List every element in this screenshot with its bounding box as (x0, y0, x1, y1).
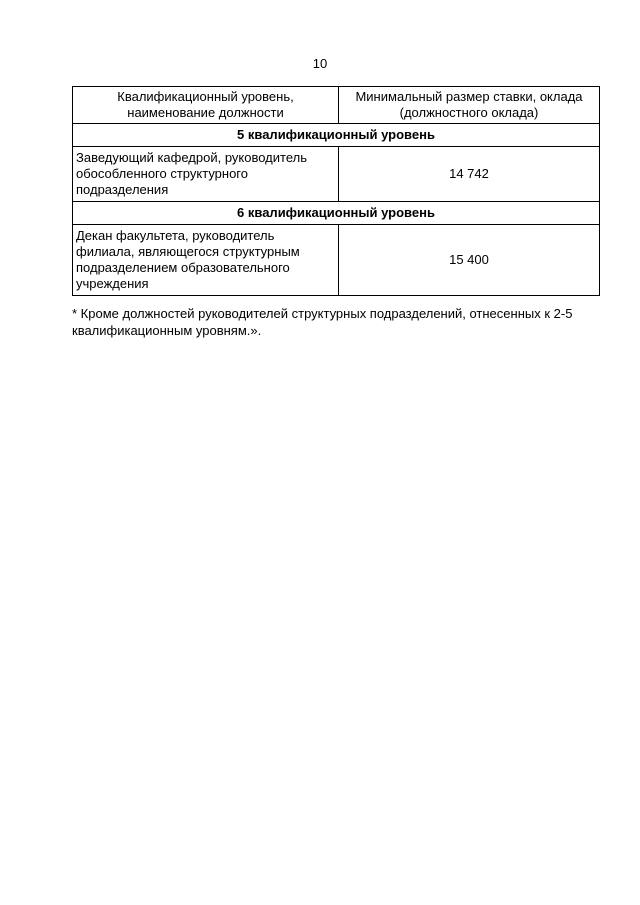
table-row (73, 147, 600, 202)
table-header-row (73, 87, 600, 124)
level-5-heading: 5 квалификационный уровень (73, 124, 600, 147)
salary-cell: 14 742 (339, 147, 600, 202)
header-position: Квалификационный уровень, наименование должности (73, 87, 339, 124)
salary-cell: 15 400 (339, 225, 600, 296)
header-salary: Минимальный размер ставки, оклада (должностного оклада) (339, 87, 600, 124)
position-cell: Заведующий кафедрой, руководитель обособленного структурного подразделения (73, 147, 339, 202)
level-6-heading: 6 квалификационный уровень (73, 202, 600, 225)
level-row (73, 202, 600, 225)
level-row (73, 124, 600, 147)
position-cell: Декан факультета, руководитель филиала, являющегося структурным подразделением образовательного учреждения (73, 225, 339, 296)
footnote: * Кроме должностей руководителей структурных подразделений, отнесенных к 2-5 квалификационным уровням.». (72, 306, 573, 338)
table-row (73, 225, 600, 296)
page-number: 10 (312, 56, 328, 71)
salary-table (72, 86, 600, 296)
